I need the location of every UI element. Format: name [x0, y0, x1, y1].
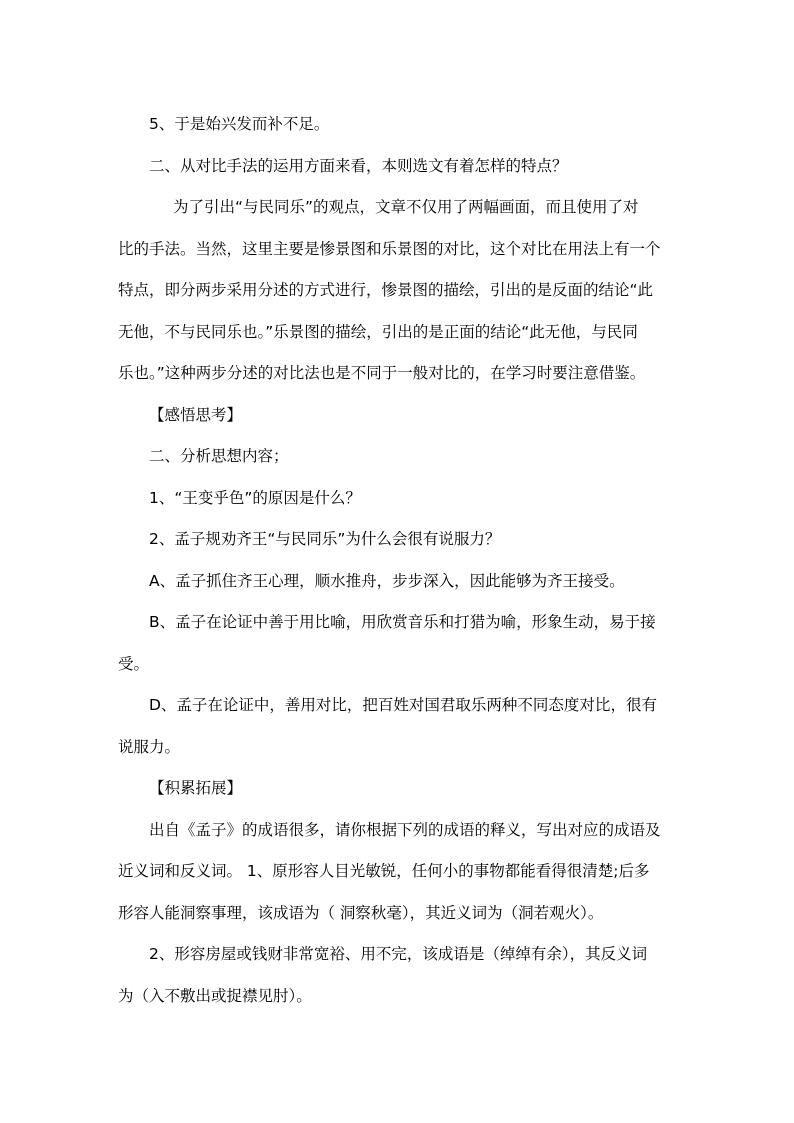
paragraph-line: 为（入不敷出或捉襟见肘）。 — [118, 986, 312, 1005]
paragraph-line: 近义词和反义词。 1、原形容人目光敏锐，任何小的事物都能看得很清楚;后多 — [118, 862, 650, 880]
paragraph-line: 2、形容房屋或钱财非常宽裕、用不完，该成语是（绰绰有余），其反义词 — [149, 945, 648, 963]
analysis-heading: 二、分析思想内容； — [149, 447, 289, 465]
paragraph-line: 特点，即分两步采用分述的方式进行，惨景图的描绘，引出的是反面的结论“此 — [118, 281, 654, 299]
answer-paragraph — [118, 187, 676, 395]
paragraph-line: 无他，不与民同乐也。”乐景图的描绘，引出的是正面的结论“此无他，与民同 — [118, 322, 638, 341]
answer-d — [118, 685, 676, 768]
paragraph-line: 说服力。 — [118, 737, 181, 756]
paragraph-line: 为了引出“与民同乐”的观点，文章不仅用了两幅画面，而且使用了对 — [173, 198, 639, 216]
document-page — [118, 104, 676, 1017]
paragraph-line: 比的手法。当然，这里主要是惨景图和乐景图的对比，这个对比在用法上有一个 — [118, 239, 661, 258]
section-heading-reflection: 【感悟思考】 — [149, 405, 243, 424]
paragraph-line: B、孟子在论证中善于用比喻，用欣赏音乐和打猎为喻，形象生动，易于接 — [149, 613, 656, 631]
section-heading-extension: 【积累拓展】 — [149, 779, 243, 797]
answer-a: A、孟子抓住齐王心理，顺水推舟，步步深入，因此能够为齐王接受。 — [149, 571, 625, 590]
paragraph-line: 出自《孟子》的成语很多，请你根据下列的成语的释义，写出对应的成语及 — [149, 820, 661, 839]
idiom-exercise — [118, 810, 676, 935]
paragraph-line: D、孟子在论证中，善用对比，把百姓对国君取乐两种不同态度对比，很有 — [149, 696, 657, 714]
paragraph-line: 乐也。”这种两步分述的对比法也是不同于一般对比的，在学习时要注意借鉴。 — [118, 364, 646, 382]
question-1: 1、“王变乎色”的原因是什么？ — [149, 488, 361, 507]
paragraph-line: 受。 — [118, 654, 150, 673]
question-2-heading: 二、从对比手法的运用方面来看，本则选文有着怎样的特点？ — [149, 156, 568, 175]
paragraph-line: 形容人能洞察事理，该成语为（ 洞察秋毫），其近义词为（洞若观火）。 — [118, 903, 604, 922]
list-item-5: 5、于是始兴发而补不足。 — [149, 115, 330, 133]
idiom-exercise-2 — [118, 934, 676, 1017]
question-2: 2、孟子规劝齐王“与民同乐”为什么会很有说服力？ — [149, 530, 501, 548]
answer-b — [118, 602, 676, 685]
